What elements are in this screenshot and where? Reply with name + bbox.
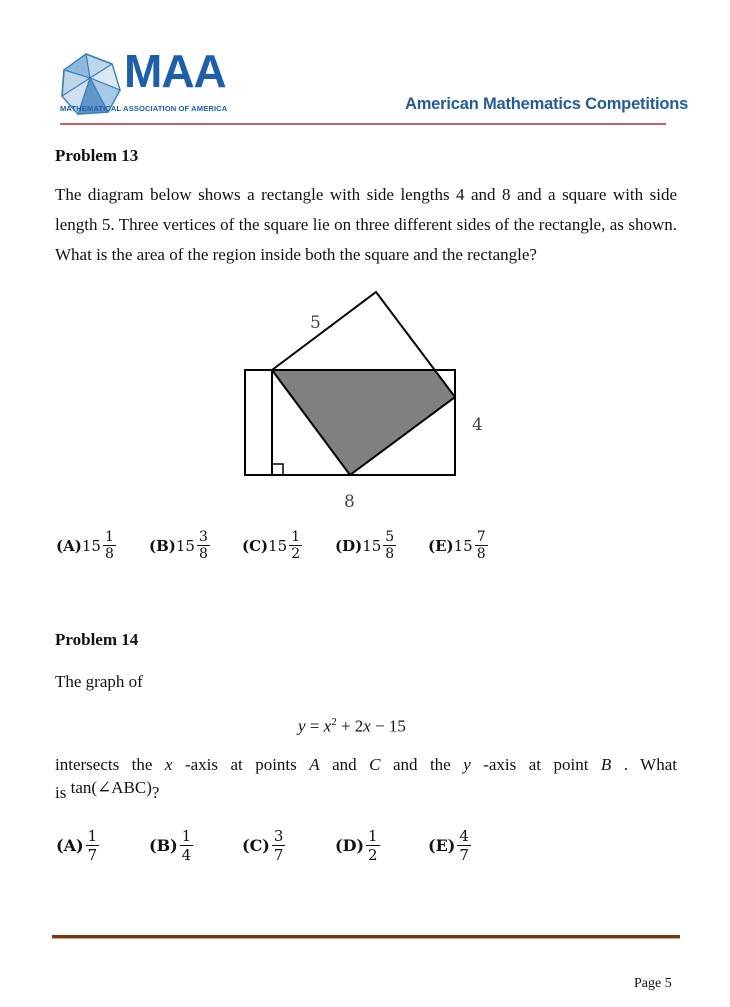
text: and (319, 755, 370, 774)
overlap-region (272, 370, 455, 475)
choice-label: (A) (56, 836, 84, 855)
problem-14-equation (298, 707, 406, 742)
competition-title: American Mathematics Competitions (405, 95, 689, 113)
choice-whole: 15 (81, 536, 101, 555)
choice-d[interactable] (335, 529, 428, 562)
choice-label: (B) (149, 836, 178, 855)
eq-equals: = (305, 716, 324, 736)
choice-label: (D) (335, 836, 365, 855)
choice-d[interactable] (335, 827, 428, 864)
numerator: 7 (476, 529, 486, 545)
denominator: 7 (87, 846, 98, 864)
text: -axis at points (172, 755, 310, 774)
label-rect-width: 8 (344, 492, 355, 512)
problem-14-choices (56, 827, 471, 864)
var-x: x (164, 755, 173, 774)
denominator: 4 (181, 846, 192, 864)
text: -axis at point (470, 755, 601, 774)
var-y: y (463, 755, 471, 774)
text: and the (380, 755, 464, 774)
choice-fraction (103, 529, 116, 562)
choice-label: (C) (242, 836, 270, 855)
eq-x2: x (363, 716, 371, 736)
maa-logo-subtitle: MATHEMATICAL ASSOCIATION OF AMERICA (60, 104, 228, 113)
eq-term: + 2 (336, 716, 364, 736)
label-rect-height: 4 (472, 415, 483, 435)
choice-label: (C) (242, 536, 269, 555)
choice-b[interactable] (149, 529, 242, 562)
footer-divider-accent (52, 938, 680, 939)
choice-label: (E) (428, 536, 454, 555)
choice-fraction (289, 529, 302, 562)
choice-c[interactable] (242, 529, 335, 562)
problem-13-text: The diagram below shows a rectangle with side lengths 4 and 8 and a square with side length 5. Three vertices of the square lie on three different sides of the rectangle, as shown. What is the area of the region inside both the square and the rectangle? (55, 185, 677, 264)
denominator: 2 (291, 546, 301, 562)
choice-fraction (86, 827, 100, 864)
point-b: B (600, 755, 612, 774)
choice-fraction (475, 529, 488, 562)
denominator: 7 (459, 846, 469, 864)
right-angle-mark (272, 464, 283, 475)
choice-a[interactable] (56, 827, 149, 864)
choice-fraction (180, 827, 194, 864)
maa-logo-text: MAA (124, 45, 226, 97)
point-a: A (309, 755, 320, 774)
numerator: 1 (181, 827, 192, 845)
denominator: 8 (476, 546, 486, 562)
numerator: 5 (385, 529, 395, 545)
text: . What (611, 755, 677, 774)
denominator: 2 (368, 846, 378, 864)
choice-b[interactable] (149, 827, 242, 864)
choice-whole: 15 (453, 536, 473, 555)
choice-a[interactable] (56, 529, 149, 562)
denominator: 8 (104, 546, 114, 562)
eq-x: x (323, 716, 332, 736)
problem-14-intro: The graph of (55, 672, 143, 691)
denominator: 7 (273, 846, 284, 864)
point-c: C (369, 755, 381, 774)
eq-exponent: 2 (331, 716, 337, 728)
text: intersects the (55, 755, 165, 774)
choice-c[interactable] (242, 827, 335, 864)
eq-constant: − 15 (370, 716, 406, 736)
choice-whole: 15 (175, 536, 195, 555)
problem-13-title: Problem 13 (55, 146, 139, 165)
numerator: 1 (87, 827, 98, 845)
choice-fraction (366, 827, 380, 864)
problem-13-choices (56, 529, 488, 562)
problem-14-body-line1 (55, 750, 677, 780)
problem-13-diagram (230, 280, 500, 520)
problem-14-title: Problem 14 (55, 630, 139, 649)
choice-label: (B) (149, 536, 176, 555)
text: ? (151, 783, 160, 802)
denominator: 8 (385, 546, 395, 562)
choice-fraction (197, 529, 210, 562)
problem-14-body-line2 (55, 778, 159, 808)
label-square-side: 5 (310, 313, 321, 333)
numerator: 4 (459, 827, 469, 845)
numerator: 1 (291, 529, 301, 545)
choice-whole: 15 (268, 536, 288, 555)
choice-whole: 15 (362, 536, 382, 555)
choice-label: (A) (56, 536, 82, 555)
choice-fraction (272, 827, 286, 864)
choice-e[interactable] (428, 827, 471, 864)
numerator: 1 (104, 529, 114, 545)
numerator: 3 (273, 827, 284, 845)
page-number: Page 5 (634, 976, 672, 991)
numerator: 1 (368, 827, 378, 845)
denominator: 8 (198, 546, 208, 562)
choice-fraction (457, 827, 471, 864)
choice-label: (E) (428, 836, 456, 855)
header-divider (60, 123, 666, 125)
numerator: 3 (198, 529, 208, 545)
choice-fraction (383, 529, 396, 562)
choice-label: (D) (335, 536, 363, 555)
choice-e[interactable] (428, 529, 488, 562)
eq-y: y (298, 716, 306, 736)
text: is (55, 783, 71, 802)
tan-expression: tan(∠ABC) (70, 778, 152, 797)
